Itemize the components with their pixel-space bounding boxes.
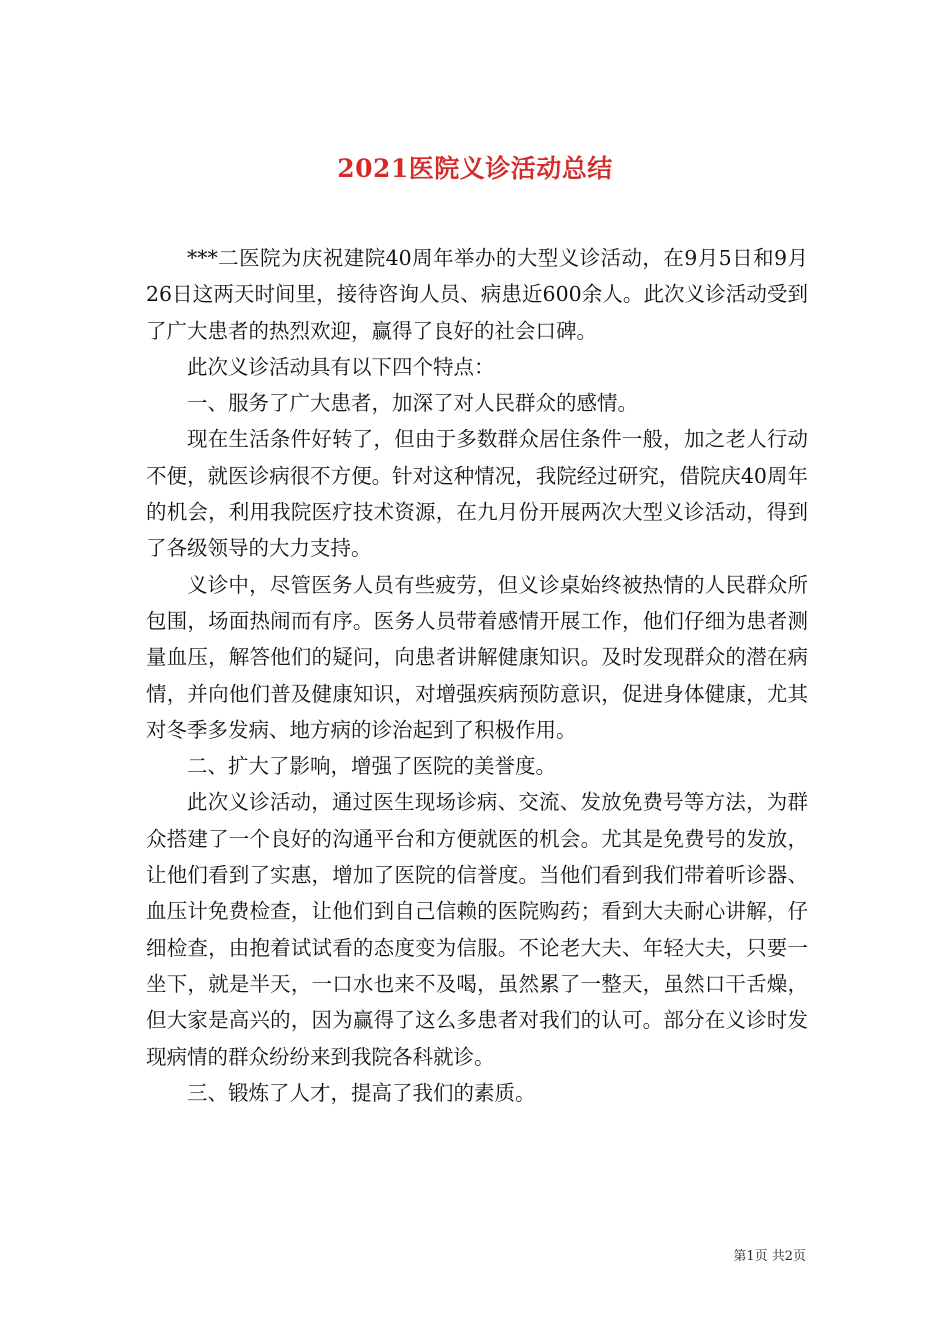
section-heading: 一、服务了广大患者，加深了对人民群众的感情。 [187,391,638,416]
section-heading: 三、锻炼了人才，提高了我们的素质。 [187,1080,536,1105]
document-body [146,240,808,1111]
section-heading: 二、扩大了影响，增强了医院的美誉度。 [187,754,556,779]
paragraph: 义诊中，尽管医务人员有些疲劳，但义诊桌始终被热情的人民群众所包围，场面热闹而有序。医务人员带着感情开展工作，他们仔细为患者测量血压，解答他们的疑问，向患者讲解健康知识。及时发现群众的潜在病情，并向他们普及健康知识，对增强疾病预防意识，促进身体健康，尤其对冬季多发病、地方病的诊治起到了积极作用。 [146,572,808,742]
page-number-footer: 第1页 共2页 [733,1249,806,1264]
paragraph: ***二医院为庆祝建院40周年举办的大型义诊活动，在9月5日和9月26日这两天时间里，接待咨询人员、病患近600余人。此次义诊活动受到了广大患者的热烈欢迎，赢得了良好的社会口碑。 [146,246,808,343]
paragraph: 此次义诊活动具有以下四个特点： [187,354,495,379]
paragraph: 此次义诊活动，通过医生现场诊病、交流、发放免费号等方法，为群众搭建了一个良好的沟通平台和方便就医的机会。尤其是免费号的发放，让他们看到了实惠，增加了医院的信誉度。当他们看到我们带着听诊器、血压计免费检查，让他们到自己信赖的医院购药；看到大夫耐心讲解，仔细检查，由抱着试试看的态度变为信服。不论老大夫、年轻大夫，只要一坐下，就是半天，一口水也来不及喝，虽然累了一整天，虽然口干舌燥，但大家是高兴的，因为赢得了这么多患者对我们的认可。部分在义诊时发现病情的群众纷纷来到我院各科就诊。 [146,790,808,1069]
document-title: 2021医院义诊活动总结 [337,153,613,183]
paragraph: 现在生活条件好转了，但由于多数群众居住条件一般，加之老人行动不便，就医诊病很不方便。针对这种情况，我院经过研究，借院庆40周年的机会，利用我院医疗技术资源，在九月份开展两次大型义诊活动，得到了各级领导的大力支持。 [146,427,808,561]
